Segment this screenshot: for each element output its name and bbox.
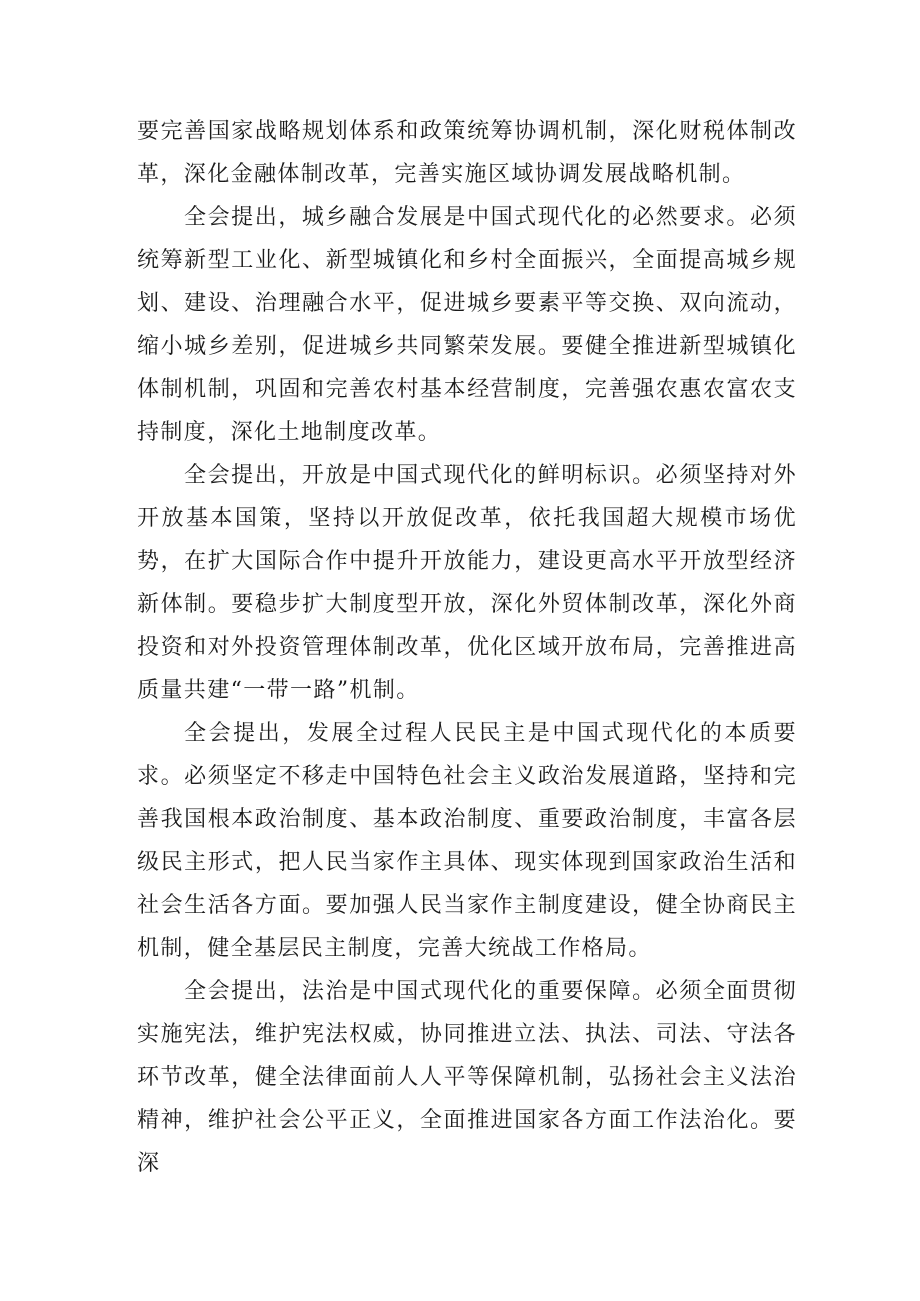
paragraph-1: 要完善国家战略规划体系和政策统筹协调机制，深化财税体制改革，深化金融体制改革，完善实施区域协调发展战略机制。 bbox=[137, 119, 797, 187]
document-body bbox=[137, 110, 797, 1185]
paragraph-5: 全会提出，法治是中国式现代化的重要保障。必须全面贯彻实施宪法，维护宪法权威，协同推进立法、执法、司法、守法各环节改革，健全法律面前人人平等保障机制，弘扬社会主义法治精神，维护社会公平正义，全面推进国家各方面工作法治化。要深 bbox=[137, 979, 797, 1176]
paragraph-2: 全会提出，城乡融合发展是中国式现代化的必然要求。必须统筹新型工业化、新型城镇化和乡村全面振兴，全面提高城乡规划、建设、治理融合水平，促进城乡要素平等交换、双向流动，缩小城乡差别，促进城乡共同繁荣发展。要健全推进新型城镇化体制机制，巩固和完善农村基本经营制度，完善强农惠农富农支持制度，深化土地制度改革。 bbox=[137, 205, 797, 445]
paragraph-4: 全会提出，发展全过程人民民主是中国式现代化的本质要求。必须坚定不移走中国特色社会主义政治发展道路，坚持和完善我国根本政治制度、基本政治制度、重要政治制度，丰富各层级民主形式，把人民当家作主具体、现实体现到国家政治生活和社会生活各方面。要加强人民当家作主制度建设，健全协商民主机制，健全基层民主制度，完善大统战工作格局。 bbox=[137, 721, 797, 961]
paragraph-3: 全会提出，开放是中国式现代化的鲜明标识。必须坚持对外开放基本国策，坚持以开放促改革，依托我国超大规模市场优势，在扩大国际合作中提升开放能力，建设更高水平开放型经济新体制。要稳步扩大制度型开放，深化外贸体制改革，深化外商投资和对外投资管理体制改革，优化区域开放布局，完善推进高质量共建“一带一路”机制。 bbox=[137, 463, 797, 703]
